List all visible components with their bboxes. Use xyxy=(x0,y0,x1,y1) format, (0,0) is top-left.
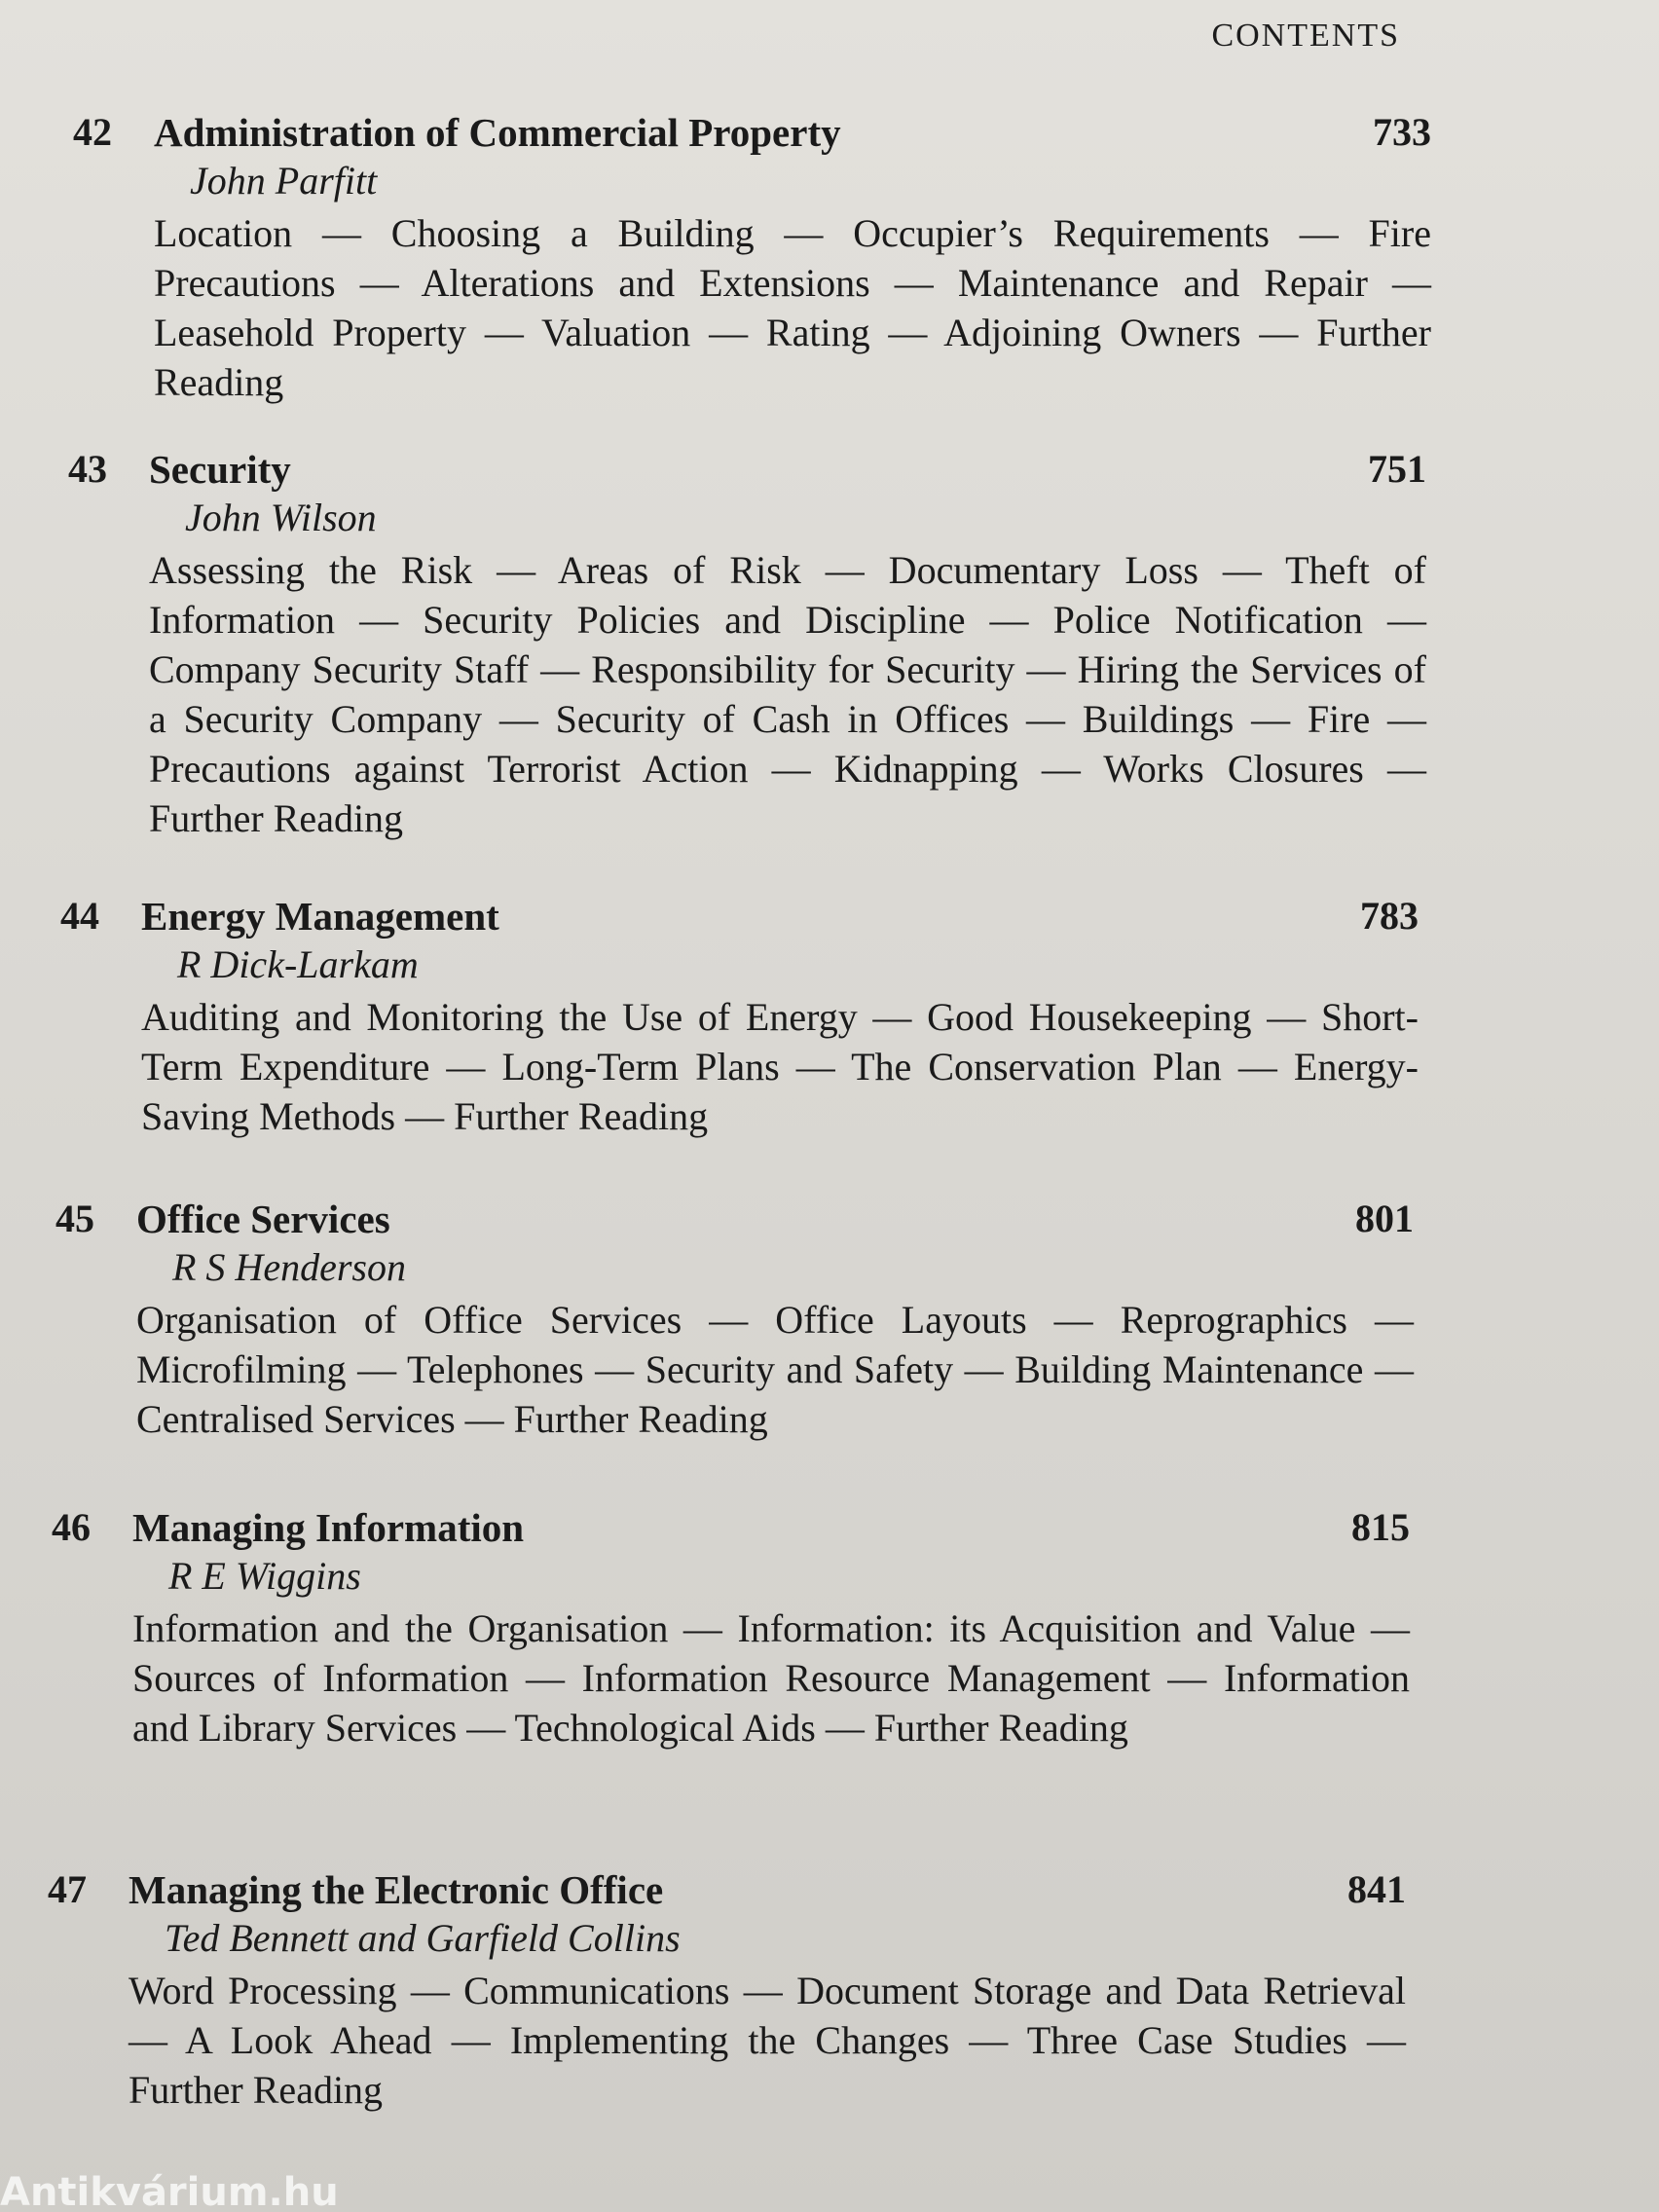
chapter-title: Office Services xyxy=(136,1197,390,1241)
chapter-author: R Dick-Larkam xyxy=(177,942,419,986)
running-head: CONTENTS xyxy=(1211,18,1400,54)
chapter-topics: Word Processing — Communications — Document Storage and Data Retrieval — A Look Ahead — Implementing the Changes — Three Case Studies — Further Reading xyxy=(129,1969,1406,2112)
chapter-page-number: 733 xyxy=(1373,110,1431,154)
chapter-author: John Parfitt xyxy=(190,159,378,203)
chapter-topics: Information and the Organisation — Information: its Acquisition and Value — Sources of Information — Information Resource Management — Information and Library Services — Technological Aids — Further Reading xyxy=(132,1606,1410,1750)
chapter-number: 46 xyxy=(52,1505,91,1549)
chapter-number: 44 xyxy=(60,894,99,938)
chapter-number: 43 xyxy=(68,447,107,491)
chapter-number: 45 xyxy=(55,1197,94,1240)
chapter-page-number: 841 xyxy=(1347,1867,1406,1911)
chapter-author: R E Wiggins xyxy=(168,1554,361,1598)
chapter-page-number: 751 xyxy=(1368,447,1426,491)
chapter-title: Energy Management xyxy=(141,894,499,939)
chapter-topics: Organisation of Office Services — Office Layouts — Reprographics — Microfilming — Telephones — Security and Safety — Building Maintenance — Centralised Services — Further Reading xyxy=(136,1298,1414,1441)
chapter-page-number: 783 xyxy=(1360,894,1419,938)
chapter-topics: Auditing and Monitoring the Use of Energy — Good Housekeeping — Short-Term Expenditure — Long-Term Plans — The Conservation Plan — Energy-Saving Methods — Further Reading xyxy=(141,995,1419,1138)
chapter-title: Managing Information xyxy=(132,1505,525,1550)
chapter-page-number: 815 xyxy=(1351,1505,1410,1549)
chapter-topics: Assessing the Risk — Areas of Risk — Documentary Loss — Theft of Information — Security Policies and Discipline — Police Notification — Company Security Staff — Responsibility for Security — Hiring the Services of a Security Company — Security of Cash in Offices — Buildings — Fire — Precautions against Terrorist Action — Kidnapping — Works Closures — Further Reading xyxy=(149,548,1426,840)
chapter-page-number: 801 xyxy=(1355,1197,1414,1240)
watermark: Antikvárium.hu xyxy=(0,2173,339,2212)
chapter-title: Administration of Commercial Property xyxy=(154,110,841,155)
chapter-topics: Location — Choosing a Building — Occupier’s Requirements — Fire Precautions — Alterations and Extensions — Maintenance and Repair — Leasehold Property — Valuation — Rating — Adjoining Owners — Further Reading xyxy=(154,211,1431,404)
chapter-title: Security xyxy=(149,447,291,492)
chapter-number: 47 xyxy=(48,1867,87,1911)
chapter-author: R S Henderson xyxy=(172,1245,406,1289)
chapter-author: Ted Bennett and Garfield Collins xyxy=(165,1916,681,1960)
chapter-title: Managing the Electronic Office xyxy=(129,1867,664,1912)
chapter-author: John Wilson xyxy=(185,496,377,539)
chapter-number: 42 xyxy=(73,110,112,154)
